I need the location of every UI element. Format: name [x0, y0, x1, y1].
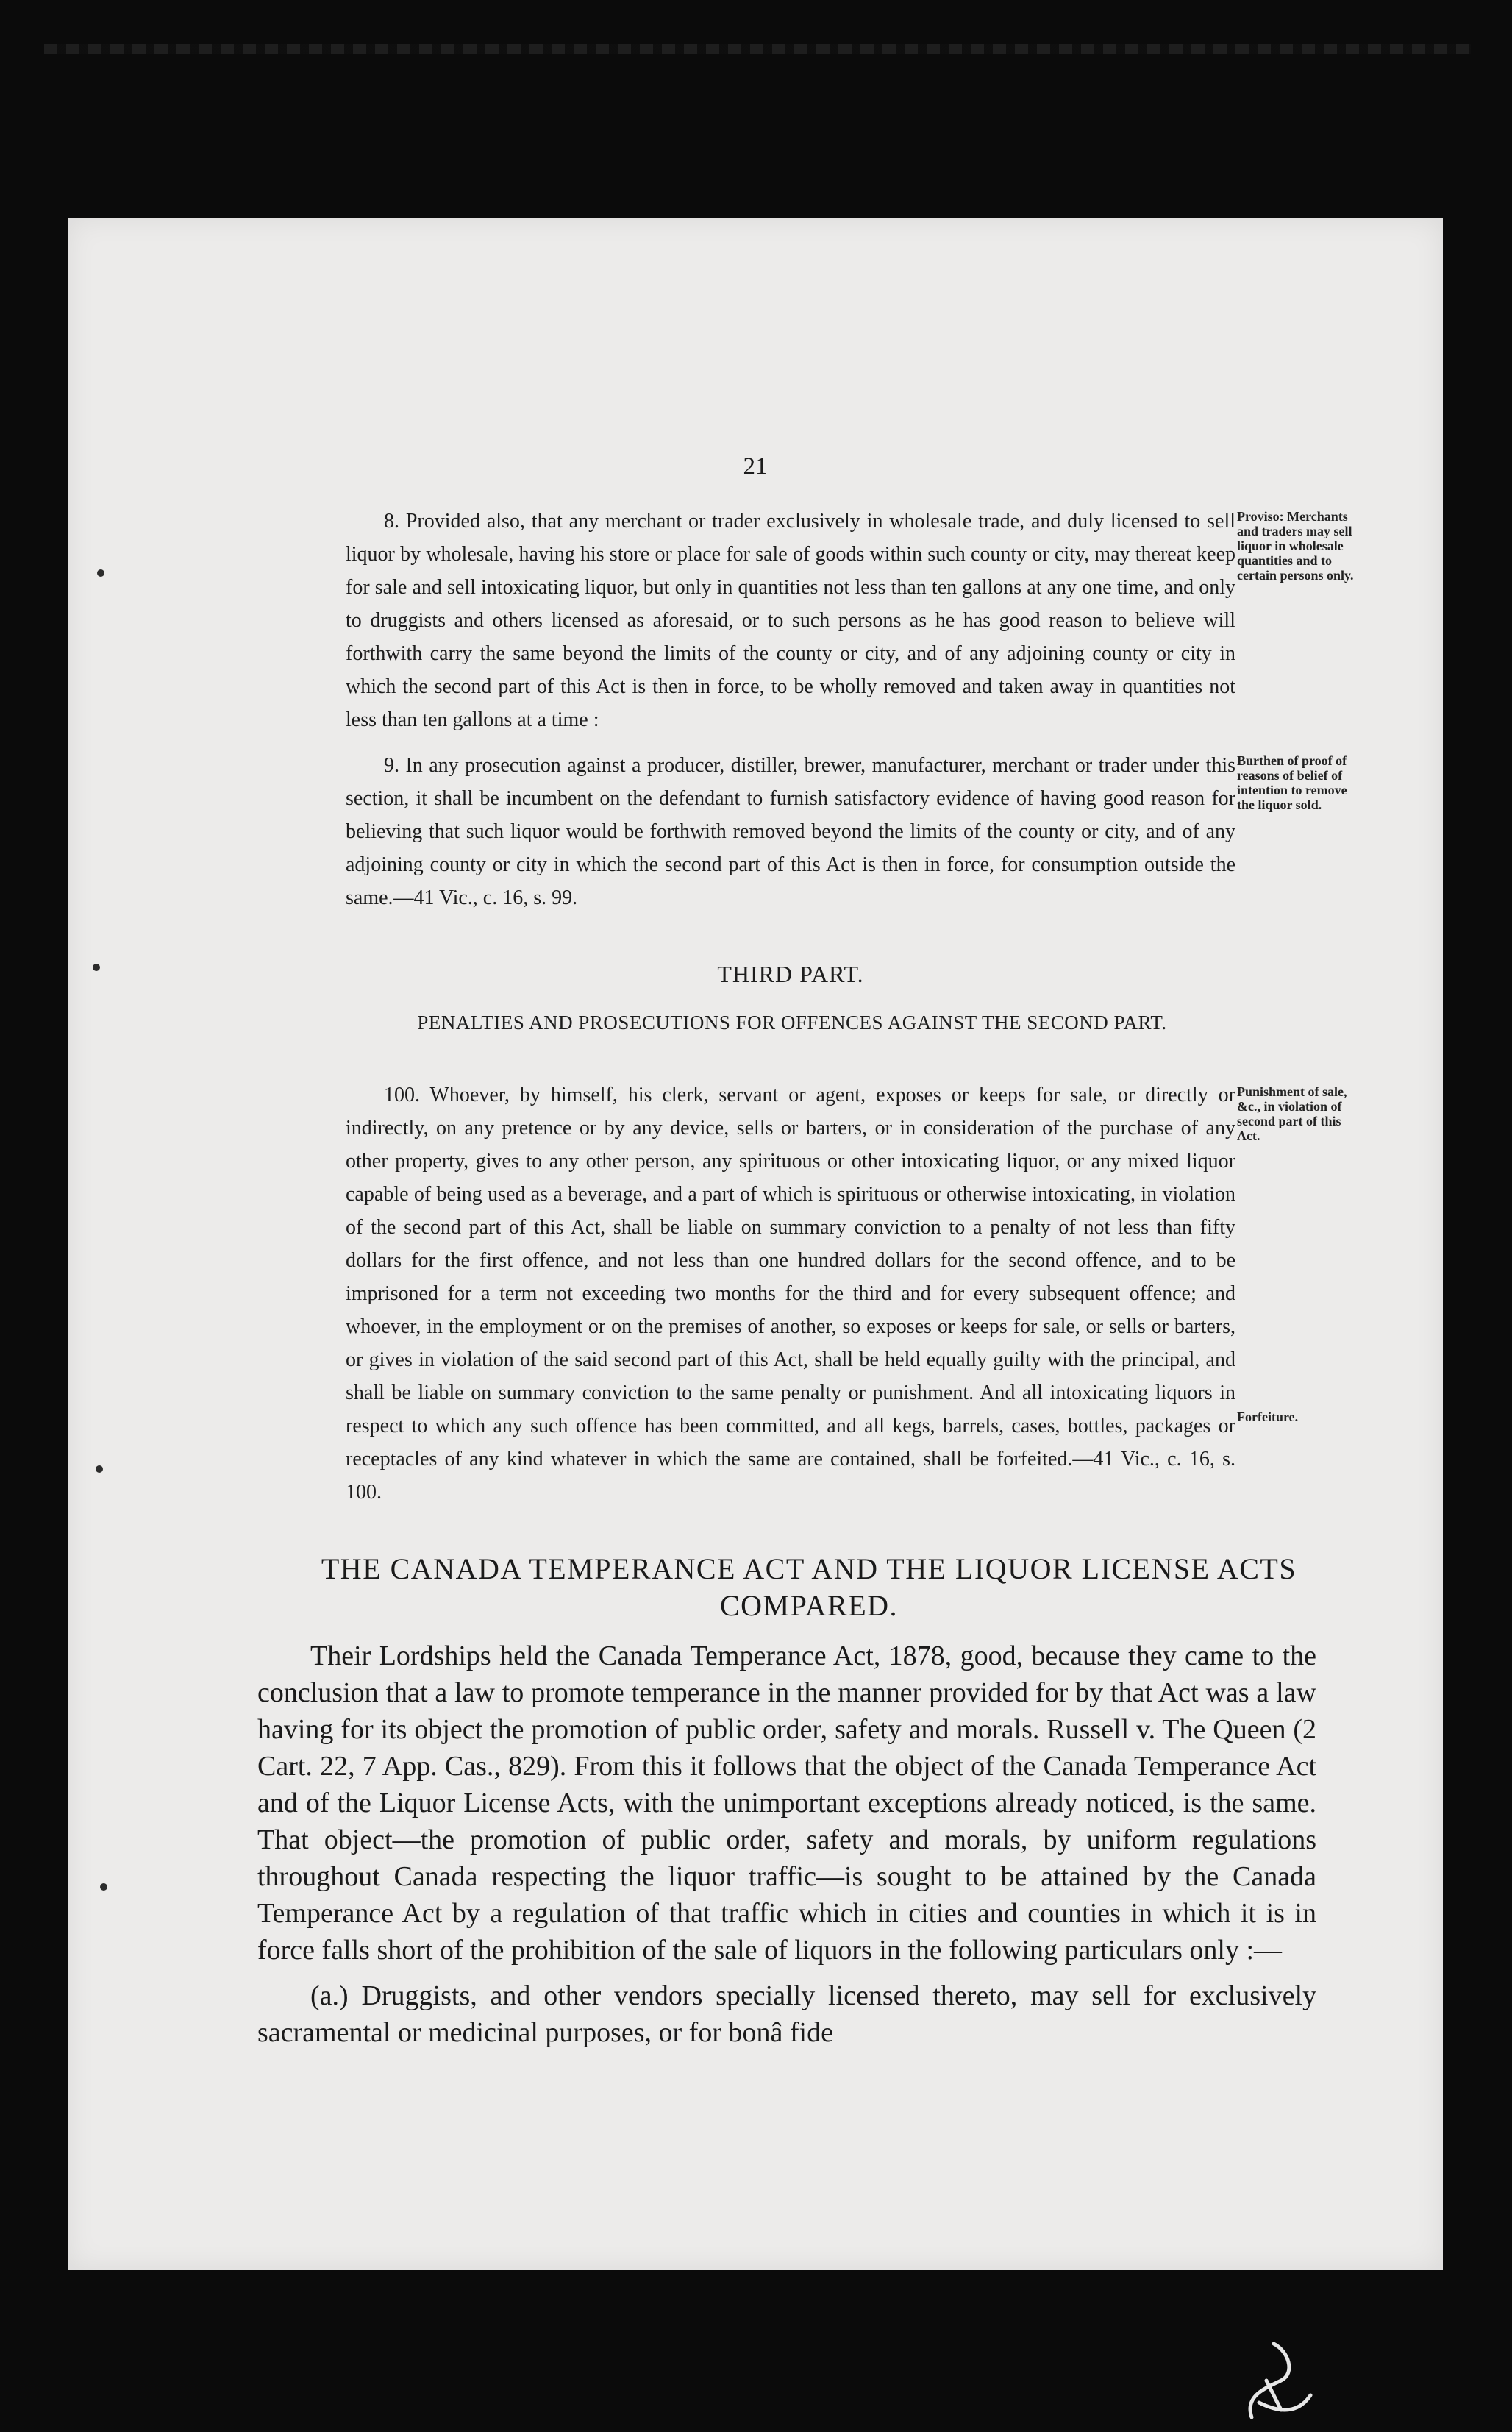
essay-heading: THE CANADA TEMPERANCE ACT AND THE LIQUOR LICENSE ACTS COMPARED. — [321, 1552, 1297, 1622]
page-number: 21 — [743, 453, 768, 480]
third-part-heading: THIRD PART. — [717, 961, 864, 987]
margin-note-proviso: Proviso: Merchants and traders may sell liquor in wholesale quantities and to certain persons only. — [1237, 509, 1354, 583]
essay-paragraph-2: (a.) Druggists, and other vendors specially licensed thereto, may sell for exclusively sacramental or medicinal purposes, or for bonâ fide — [257, 1980, 1316, 2048]
archive-stamp-mark — [1237, 2336, 1325, 2432]
section-100 — [346, 1078, 1235, 1509]
essay-body — [257, 1638, 1316, 2051]
section-9-text: 9. In any prosecution against a producer, distiller, brewer, manufacturer, merchant or trader under this section, it shall be incumbent on the defendant to furnish satisfactory evidence of having good reason for believing that such liquor would be forthwith removed beyond the limits of the county or city, and of any adjoining county or city in which the second part of this Act is then in force, for consumption outside the same.—41 Vic., c. 16, s. 99. — [346, 754, 1235, 909]
margin-note-burthen: Burthen of proof of reasons of belief of intention to remove the liquor sold. — [1237, 753, 1347, 812]
margin-note-forfeiture: Forfeiture. — [1237, 1409, 1299, 1424]
punch-hole — [96, 1465, 103, 1473]
punch-hole — [100, 1883, 107, 1891]
punch-hole — [93, 964, 100, 971]
essay-paragraph-1: Their Lordships held the Canada Temperance Act, 1878, good, because they came to the conclusion that a law to promote temperance in the manner provided for by that Act was a law having for its object the promotion of public order, safety and morals. Russell v. The Queen (2 Cart. 22, 7 App. Cas., 829). From this it follows that the object of the Canada Temperance Act and of the Liquor License Acts, with the unimportant exceptions already noticed, is the same. That object—the promotion of public order, safety and morals, by uniform regulations throughout Canada respecting the liquor traffic—is sought to be attained by the Canada Temperance Act by a regulation of that traffic which in cities and counties in which it is in force falls short of the prohibition of the sale of liquors in the following particulars only :— — [257, 1640, 1316, 1966]
film-edge — [44, 44, 1471, 54]
document-page — [68, 218, 1443, 2270]
margin-note-punishment: Punishment of sale, &c., in violation of second part of this Act. — [1237, 1084, 1347, 1143]
section-9 — [346, 749, 1235, 914]
section-8 — [346, 505, 1235, 736]
punch-hole — [97, 569, 104, 577]
section-8-text: 8. Provided also, that any merchant or trader exclusively in wholesale trade, and duly licensed to sell liquor by wholesale, having his store or place for sale of goods within such county or city, may thereat keep for sale and sell intoxicating liquor, but only in quantities not less than ten gallons at any one time, and only to druggists and others licensed as aforesaid, or to such persons as he has good reason to believe will forthwith carry the same beyond the limits of the county or city, and of any adjoining county or city in which the second part of this Act is then in force, to be wholly removed and taken away in quantities not less than ten gallons at a time : — [346, 510, 1235, 731]
third-part-subheading: PENALTIES AND PROSECUTIONS FOR OFFENCES AGAINST THE SECOND PART. — [417, 1011, 1167, 1034]
section-100-text: 100. Whoever, by himself, his clerk, servant or agent, exposes or keeps for sale, or directly or indirectly, on any pretence or by any device, sells or barters, or in consideration of the purchase of any other property, gives to any other person, any spirituous or other intoxicating liquor, or any mixed liquor capable of being used as a beverage, and a part of which is spirituous or otherwise intoxicating, in violation of the second part of this Act, shall be liable on summary conviction to a penalty of not less than fifty dollars for the first offence, and not less than one hundred dollars for the second offence, and to be imprisoned for a term not exceeding two months for the third and for every subsequent offence; and whoever, in the employment or on the premises of another, so exposes or keeps for sale, or sells or barters, or gives in violation of the said second part of this Act, shall be held equally guilty with the principal, and shall be liable on summary conviction to the same penalty or punishment. And all intoxicating liquors in respect to which any such offence has been committed, and all kegs, barrels, cases, bottles, packages or receptacles of any kind whatever in which the same are contained, shall be forfeited.—41 Vic., c. 16, s. 100. — [346, 1084, 1235, 1504]
